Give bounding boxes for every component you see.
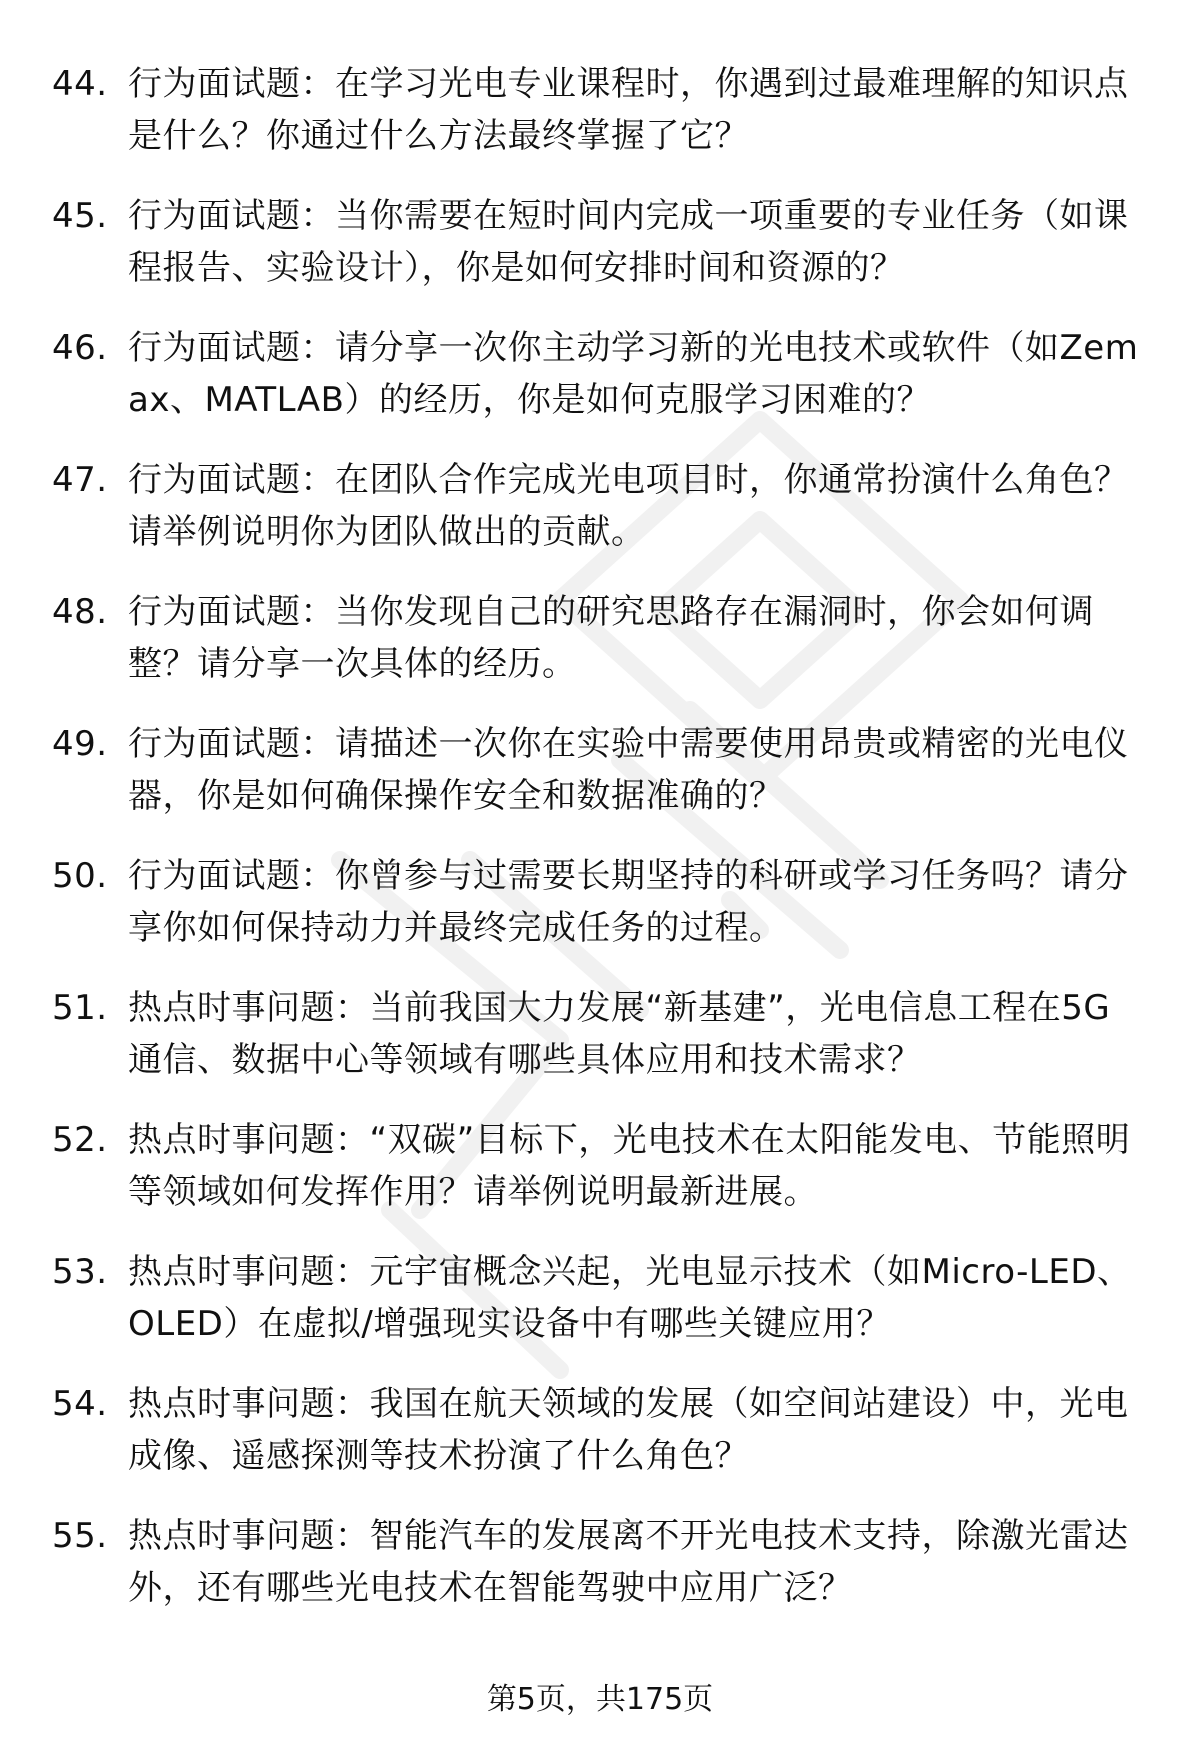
question-item [52, 1378, 1142, 1510]
question-item [52, 1114, 1142, 1246]
question-number: 46. [52, 328, 108, 368]
question-text: 热点时事问题：“双碳”目标下，光电技术在太阳能发电、节能照明等领域如何发挥作用？请举例说明最新进展。 [128, 1120, 1131, 1212]
question-number: 52. [52, 1120, 108, 1160]
question-number: 47. [52, 460, 108, 500]
question-text: 行为面试题：请分享一次你主动学习新的光电技术或软件（如Zemax、MATLAB）的经历，你是如何克服学习困难的？ [128, 328, 1139, 420]
question-text: 行为面试题：请描述一次你在实验中需要使用昂贵或精密的光电仪器，你是如何确保操作安全和数据准确的？ [128, 724, 1129, 816]
question-item [52, 1246, 1142, 1378]
question-number: 55. [52, 1516, 108, 1556]
question-number: 48. [52, 592, 108, 632]
question-item [52, 58, 1142, 190]
question-item [52, 322, 1142, 454]
question-text: 行为面试题：你曾参与过需要长期坚持的科研或学习任务吗？请分享你如何保持动力并最终完成任务的过程。 [128, 856, 1129, 948]
question-text: 热点时事问题：我国在航天领域的发展（如空间站建设）中，光电成像、遥感探测等技术扮演了什么角色？ [128, 1384, 1129, 1476]
question-text: 行为面试题：在团队合作完成光电项目时，你通常扮演什么角色？请举例说明你为团队做出的贡献。 [128, 460, 1129, 552]
question-number: 51. [52, 988, 108, 1028]
question-text: 热点时事问题：智能汽车的发展离不开光电技术支持，除激光雷达外，还有哪些光电技术在智能驾驶中应用广泛？ [128, 1516, 1129, 1608]
question-text: 行为面试题：当你需要在短时间内完成一项重要的专业任务（如课程报告、实验设计），你是如何安排时间和资源的？ [128, 196, 1129, 288]
question-number: 53. [52, 1252, 108, 1292]
question-item [52, 718, 1142, 850]
question-item [52, 454, 1142, 586]
question-number: 49. [52, 724, 108, 764]
question-item [52, 850, 1142, 982]
question-text: 行为面试题：当你发现自己的研究思路存在漏洞时，你会如何调整？请分享一次具体的经历。 [128, 592, 1094, 684]
question-item [52, 982, 1142, 1114]
question-text: 热点时事问题：当前我国大力发展“新基建”，光电信息工程在5G通信、数据中心等领域有哪些具体应用和技术需求？ [128, 988, 1111, 1080]
question-number: 45. [52, 196, 108, 236]
question-number: 54. [52, 1384, 108, 1424]
page-number: 第5页，共175页 [486, 1682, 714, 1717]
question-item [52, 586, 1142, 718]
question-number: 50. [52, 856, 108, 896]
question-text: 热点时事问题：元宇宙概念兴起，光电显示技术（如Micro-LED、OLED）在虚拟/增强现实设备中有哪些关键应用？ [128, 1252, 1132, 1344]
question-number: 44. [52, 64, 108, 104]
question-item [52, 1510, 1142, 1642]
question-list [52, 58, 1142, 1642]
question-item [52, 190, 1142, 322]
question-text: 行为面试题：在学习光电专业课程时，你遇到过最难理解的知识点是什么？你通过什么方法最终掌握了它？ [128, 64, 1129, 156]
